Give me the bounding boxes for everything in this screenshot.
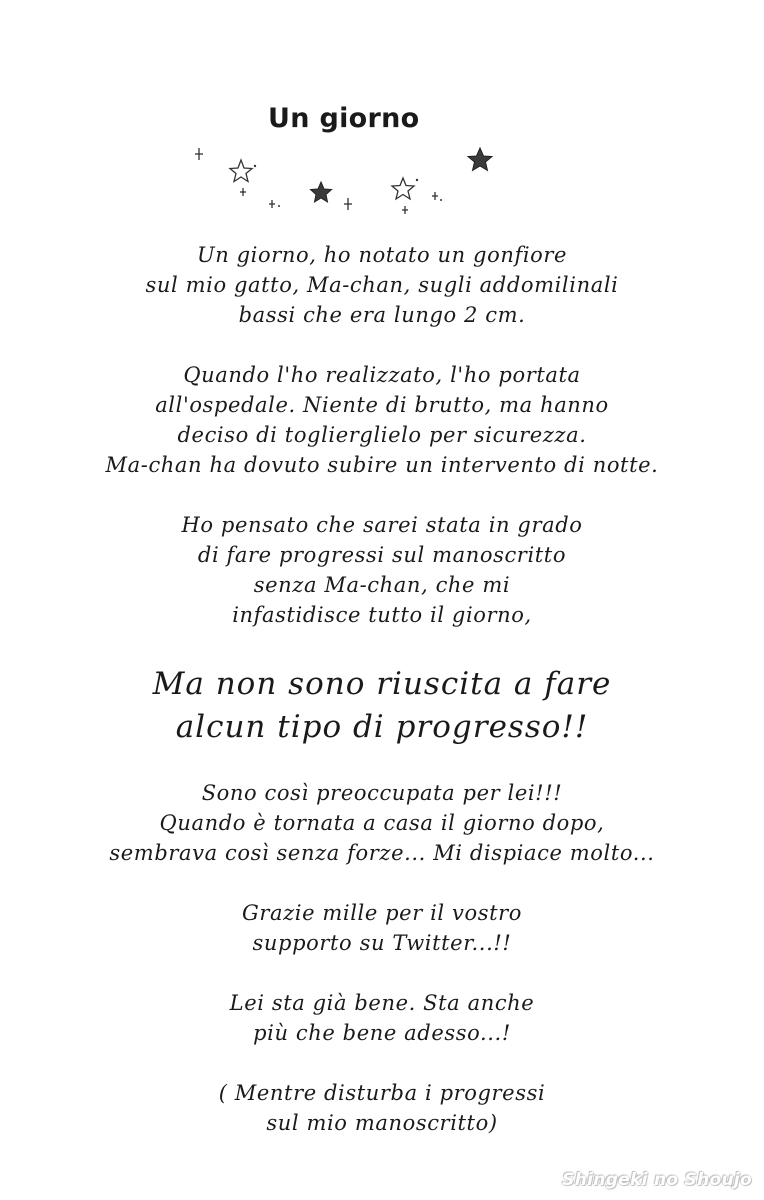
text-line: Sono così preoccupata per lei!!! (201, 781, 563, 805)
paragraph-hospital (40, 360, 724, 480)
text-line: alcun tipo di progresso!! (175, 709, 589, 745)
text-line: sul mio manoscritto) (266, 1111, 498, 1135)
outline-star-icon (230, 160, 252, 182)
text-line: Un giorno, ho notato un gonfiore (196, 243, 568, 267)
paragraph-emphasis (40, 663, 724, 749)
text-line: senza Ma-chan, che mi (253, 573, 511, 597)
text-line: sul mio gatto, Ma-chan, sugli addomilinali (145, 273, 619, 297)
text-line: supporto su Twitter...!! (252, 931, 512, 955)
text-line: infastidisce tutto il giorno, (232, 603, 532, 627)
page-title: Un giorno (268, 103, 420, 134)
filled-star-icon (468, 148, 492, 171)
stars-icon (185, 140, 505, 220)
text-line: Grazie mille per il vostro (241, 901, 523, 925)
text-line: deciso di toglierglielo per sicurezza. (177, 423, 587, 447)
text-line: Ma non sono riuscita a fare (152, 666, 612, 702)
text-line: di fare progressi sul manoscritto (197, 543, 567, 567)
outline-star-icon (392, 178, 414, 199)
paragraph-worried (40, 778, 724, 868)
paragraph-lump (40, 240, 724, 330)
text-line: bassi che era lungo 2 cm. (238, 303, 526, 327)
watermark: Shingeki no Shoujo (562, 1170, 752, 1190)
text-line: Ho pensato che sarei stata in grado (181, 513, 583, 537)
filled-star-icon (311, 182, 332, 202)
paragraph-recovered (40, 988, 724, 1048)
paragraph-thanks (40, 898, 724, 958)
paragraph-manuscript (40, 510, 724, 630)
text-line: all'ospedale. Niente di brutto, ma hanno (155, 393, 609, 417)
text-line: Quando è tornata a casa il giorno dopo, (159, 811, 605, 835)
text-line: più che bene adesso...! (253, 1021, 511, 1045)
text-line: ( Mentre disturba i progressi (218, 1081, 546, 1105)
text-line: Ma-chan ha dovuto subire un intervento di notte. (105, 453, 659, 477)
text-line: sembrava così senza forze... Mi dispiace molto... (109, 841, 655, 865)
text-line: Quando l'ho realizzato, l'ho portata (183, 363, 581, 387)
text-line: Lei sta già bene. Sta anche (229, 991, 535, 1015)
paragraph-aside (40, 1078, 724, 1138)
